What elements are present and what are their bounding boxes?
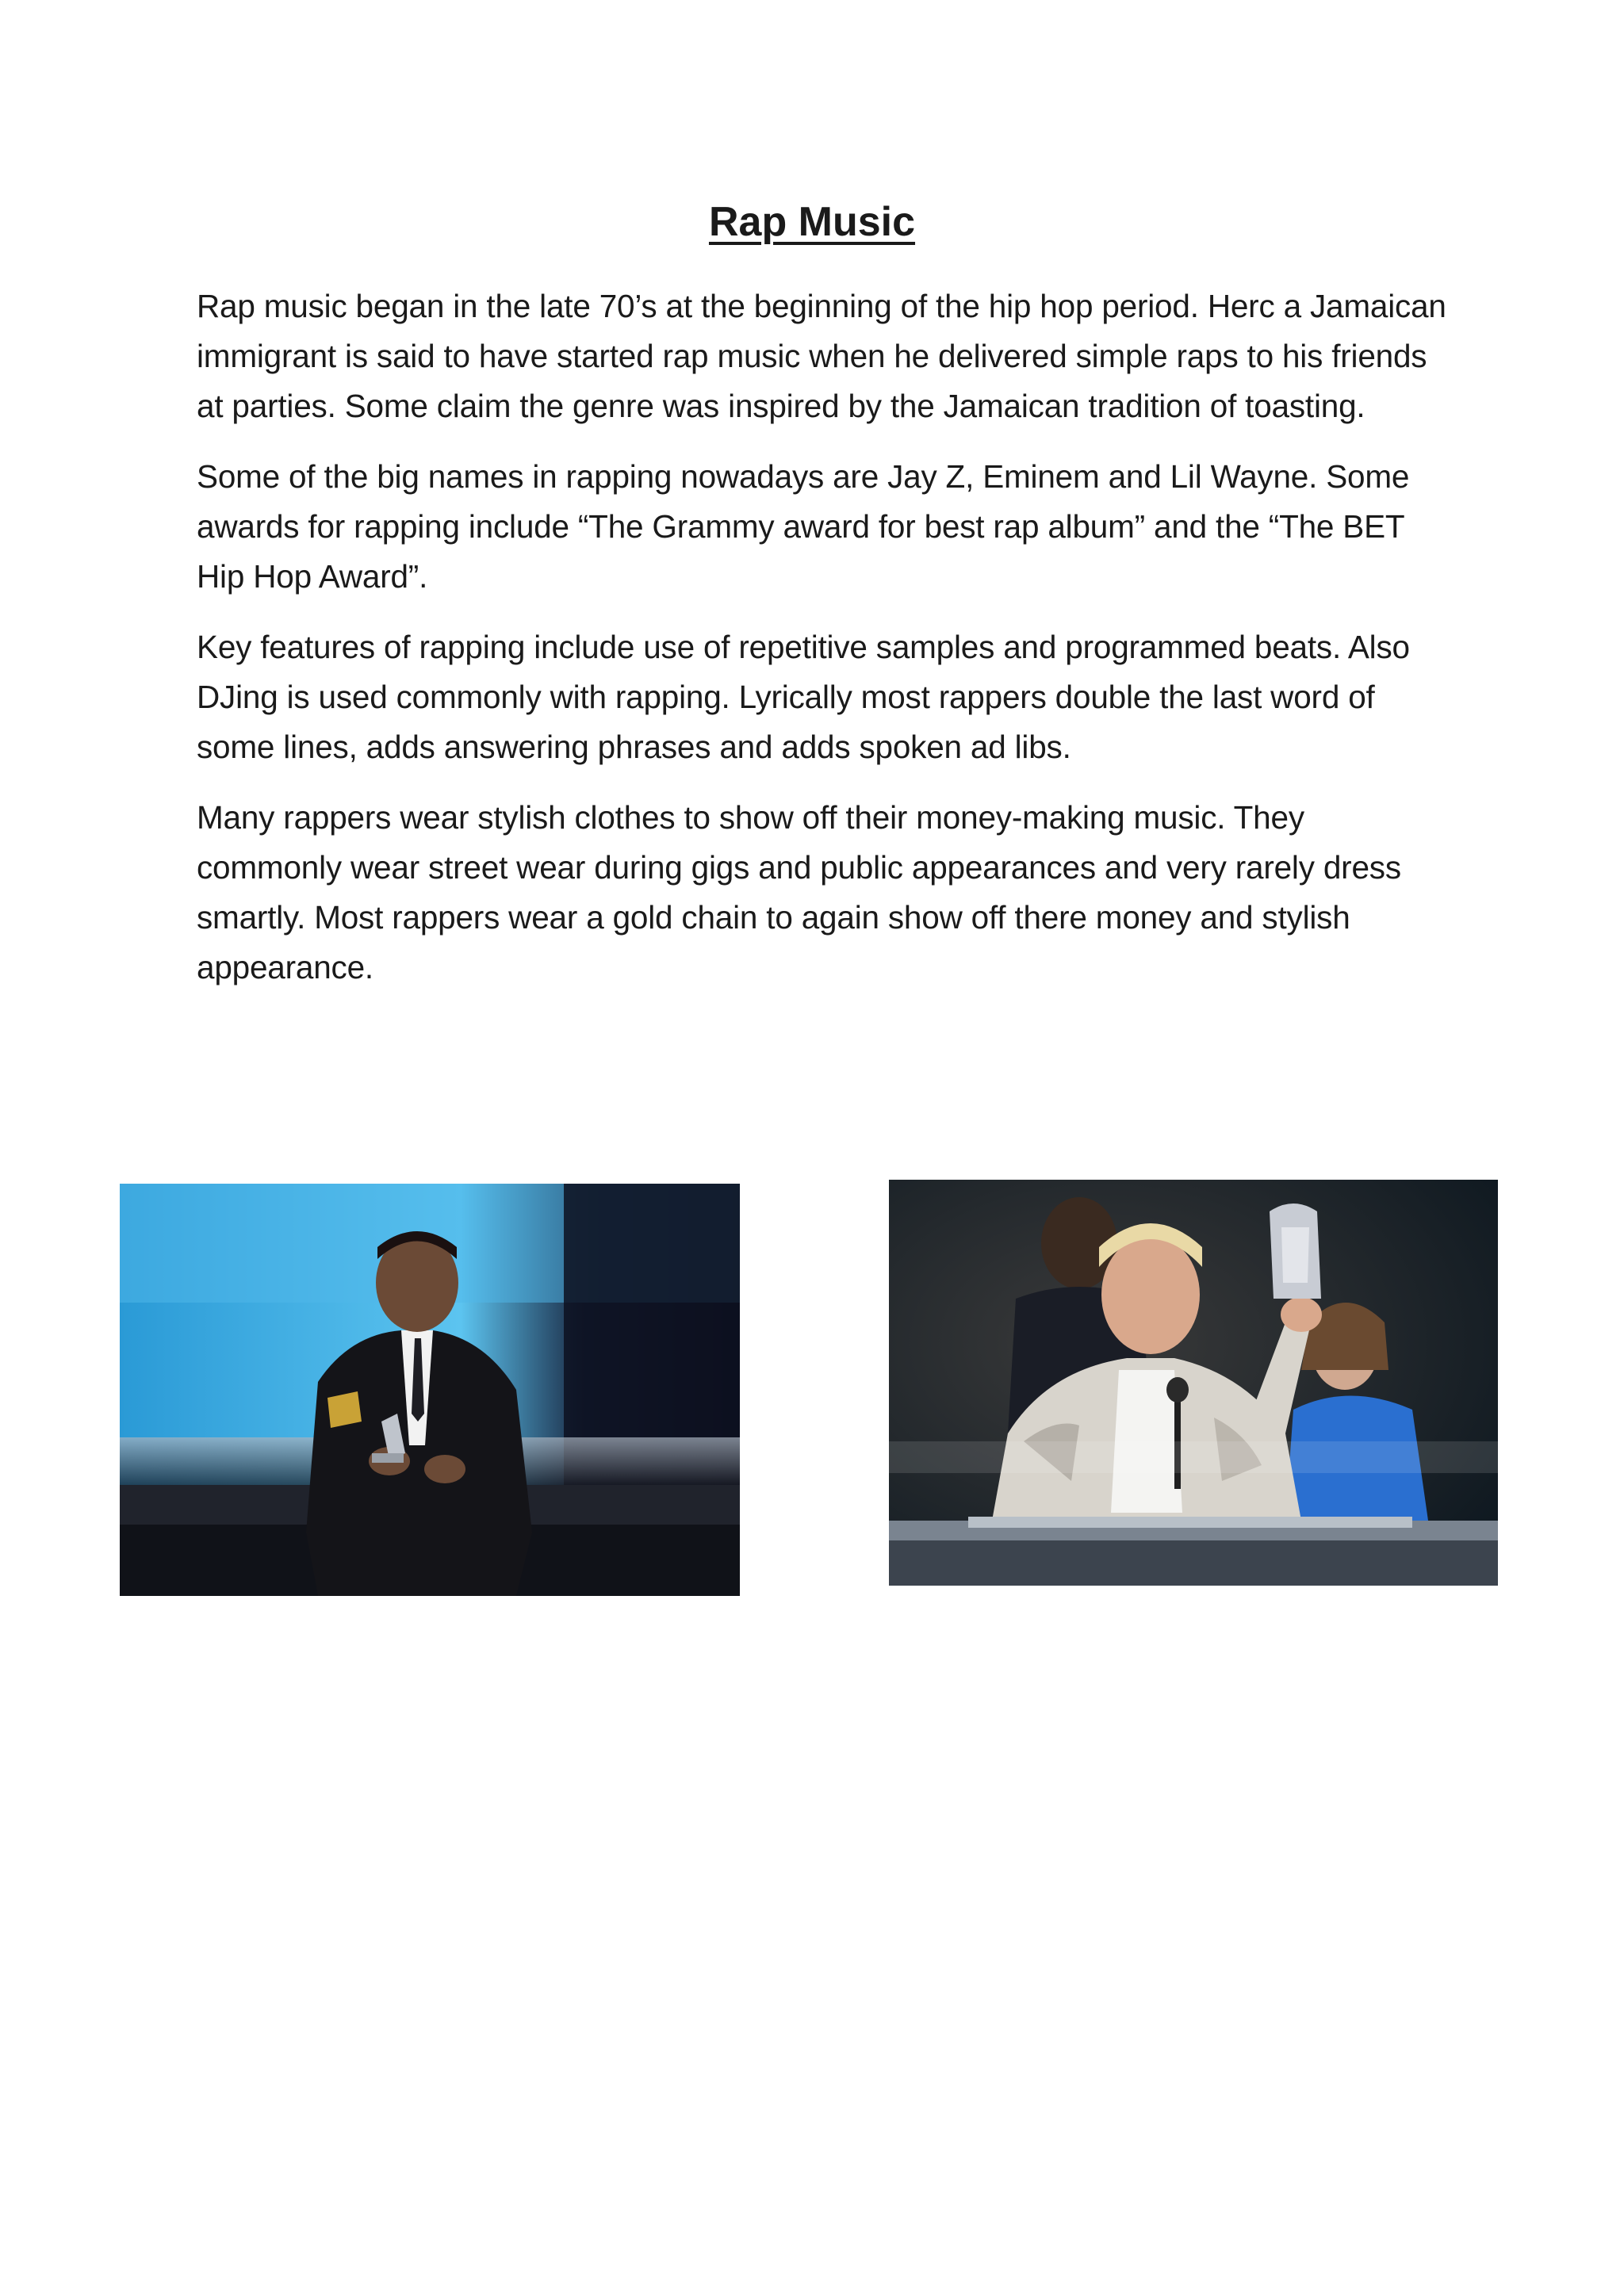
page-title: Rap Music bbox=[708, 199, 916, 245]
photo-rapper-with-award-illustration bbox=[120, 1184, 740, 1596]
photo-rapper-at-podium bbox=[889, 1180, 1498, 1586]
photo-rapper-with-award bbox=[120, 1184, 740, 1596]
paragraph-fashion: Many rappers wear stylish clothes to show off their money-making music. They commonly wear street wear during gigs and public appearances and very rarely dress smartly. Most rappers wear a gold chain to again show off there money and stylish appearance. bbox=[197, 799, 1401, 985]
paragraph-big-names: Some of the big names in rapping nowadays are Jay Z, Eminem and Lil Wayne. Some awards for rapping include “The Grammy award for best rap album” and the “The BET Hip Hop Award”. bbox=[197, 458, 1410, 595]
paragraph-key-features: Key features of rapping include use of repetitive samples and programmed beats. Also DJing is used commonly with rapping. Lyrically most rappers double the last word of some lines, adds answering phrases and adds spoken ad libs. bbox=[197, 629, 1410, 765]
paragraph-history: Rap music began in the late 70’s at the beginning of the hip hop period. Herc a Jamaican immigrant is said to have started rap music when he delivered simple raps to his friends at parties. Some claim the genre was inspired by the Jamaican tradition of toasting. bbox=[197, 288, 1446, 424]
photo-rapper-at-podium-illustration bbox=[889, 1180, 1498, 1586]
body-text bbox=[197, 281, 1450, 1013]
